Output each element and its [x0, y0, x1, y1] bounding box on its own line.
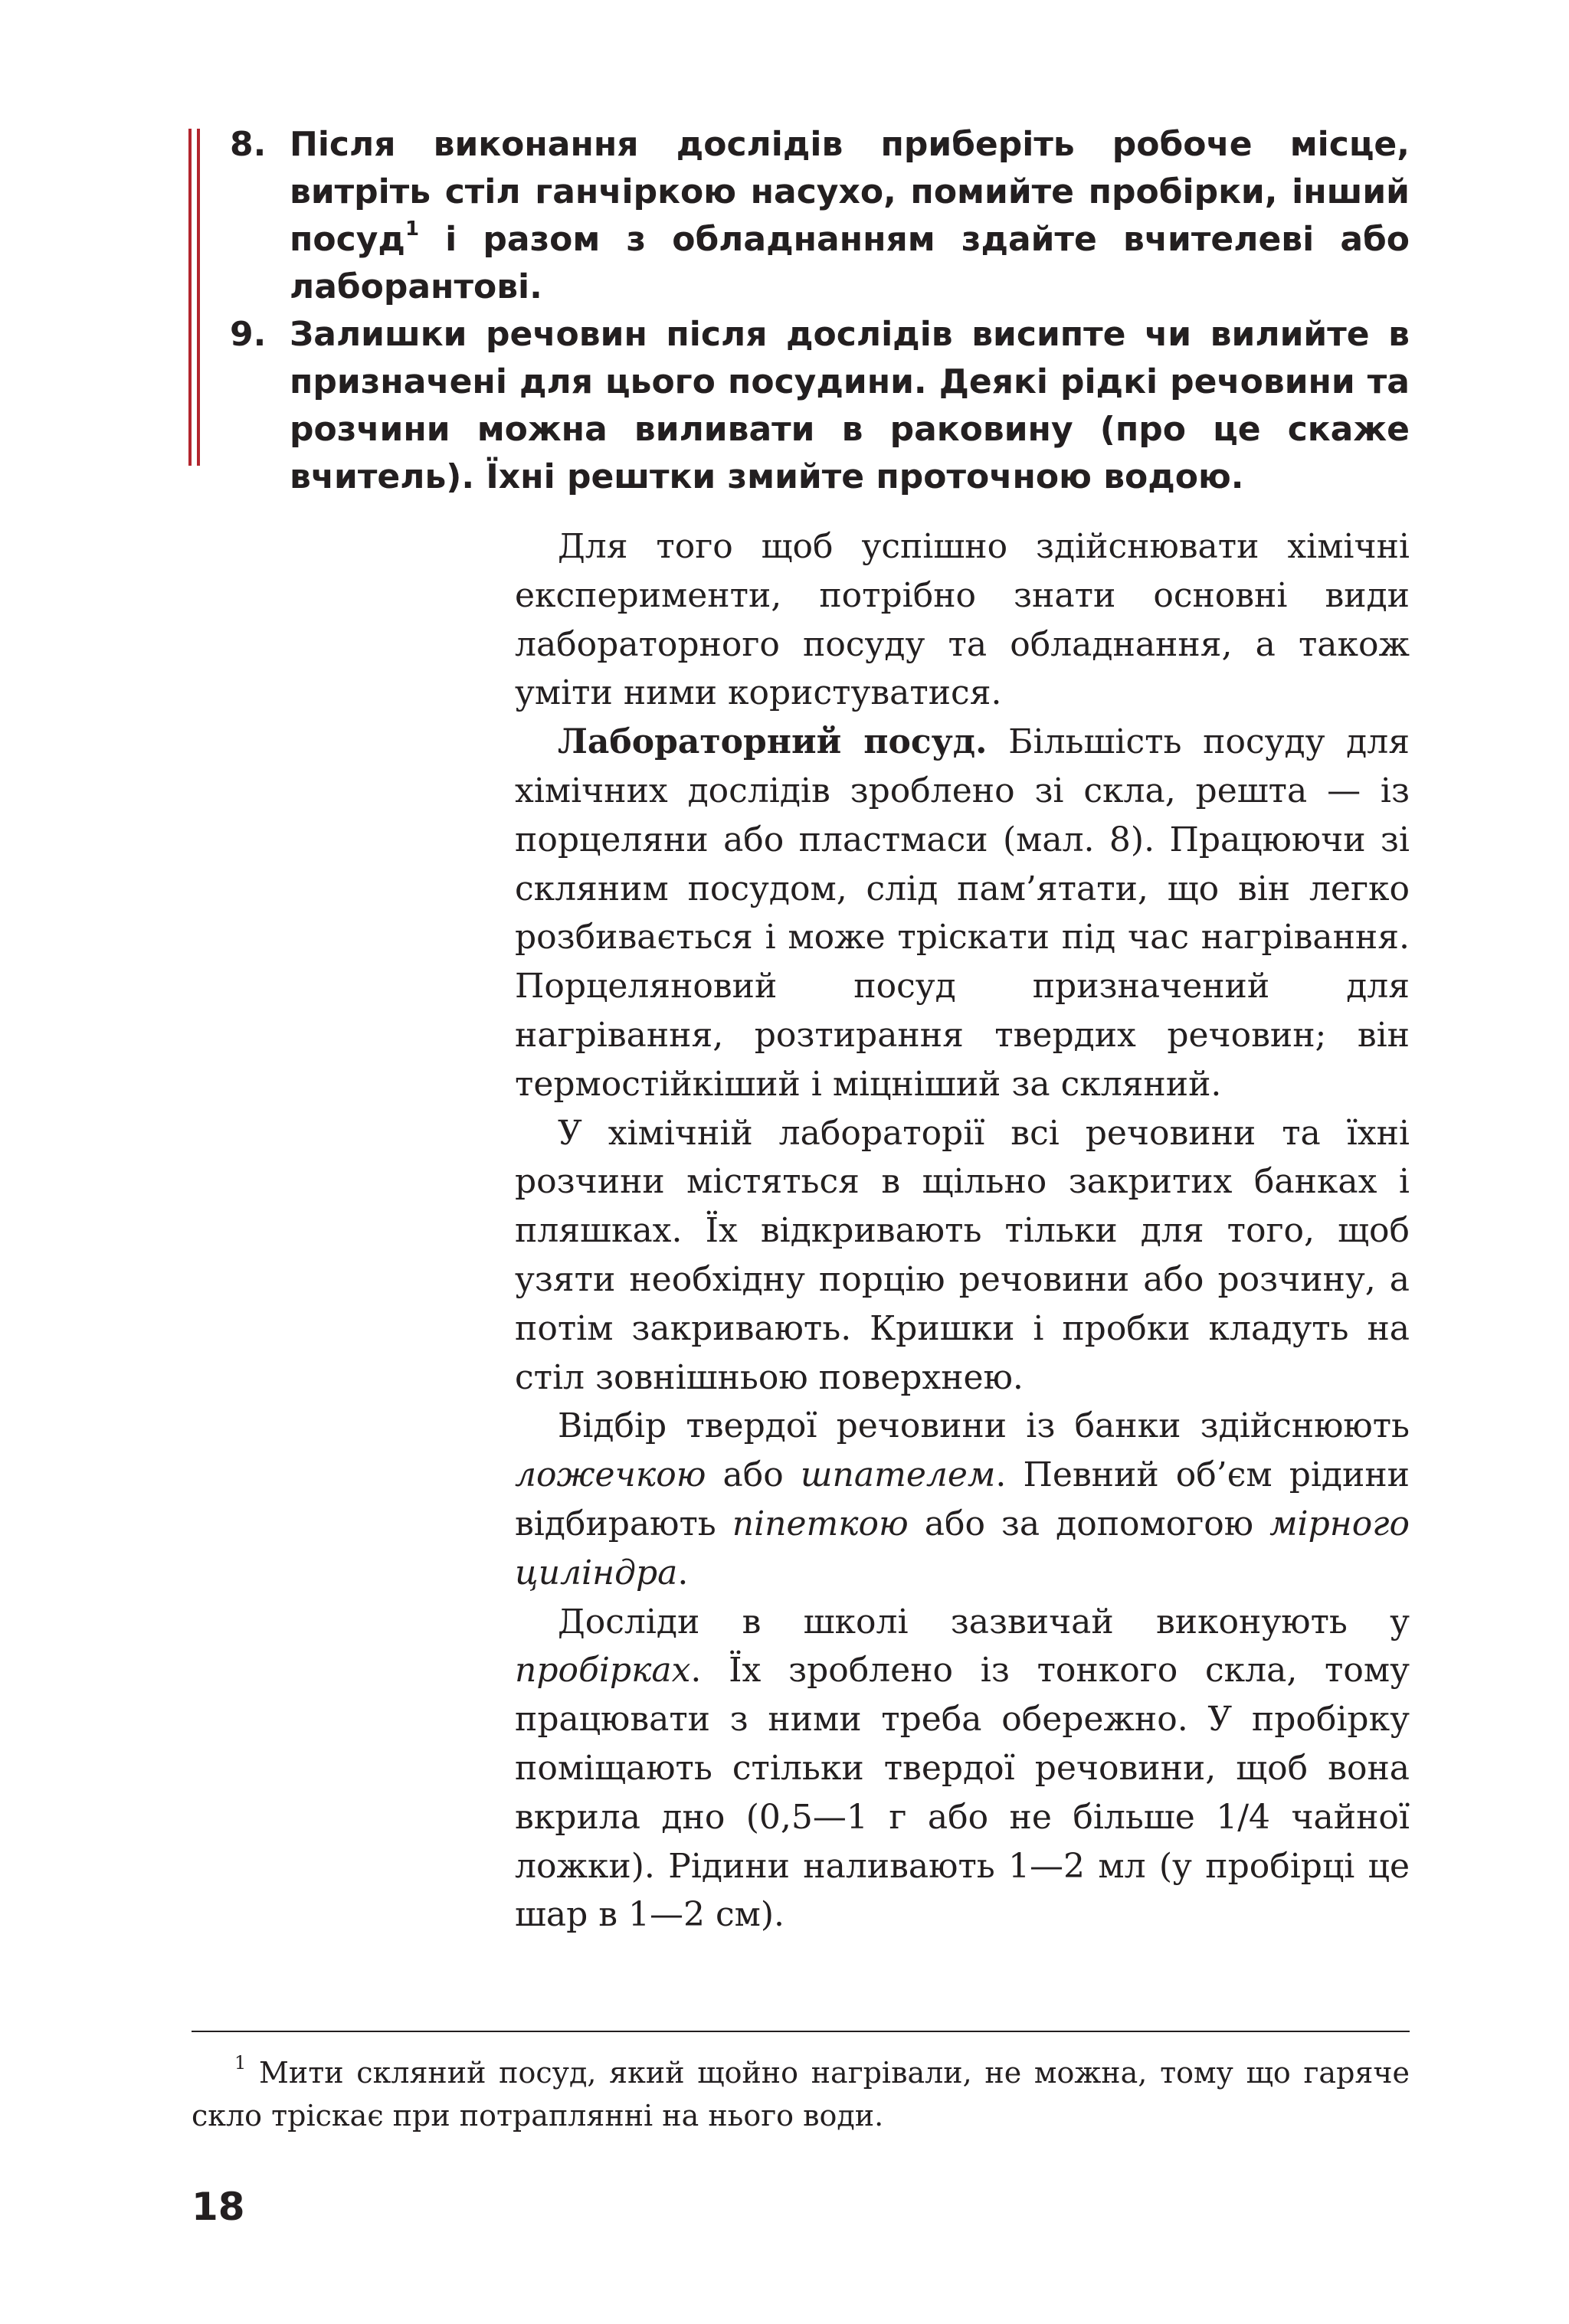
footnote [192, 2051, 1410, 2137]
margin-bar-line [197, 129, 200, 466]
footnote-reference: 1 [405, 218, 420, 241]
term-spatula: шпателем [800, 1455, 996, 1495]
page-number: 18 [192, 2185, 245, 2229]
term-test-tubes: пробірках [515, 1651, 691, 1691]
rule-number: 9. [230, 315, 267, 354]
paragraph-lab-glassware: Лабораторний посуд. Більшість посуду для хімічних дослідів зроблено зі скла, решта — із порцеляни або пластмаси (мал. 8). Працюючи зі скляним посудом, слід пам’ятати, що він легко розбивається і може тріскати під час нагрівання. Порцеляновий посуд призначений для нагрівання, розтирання твердих речовин; він термостійкіший і міцніший за скляний. [515, 722, 1410, 1104]
main-text-column [515, 522, 1410, 1939]
term-measuring-cylinder: мірного циліндра [515, 1504, 1410, 1592]
paragraph-intro: Для того щоб успішно здійснювати хімічні експерименти, потрібно знати основні види лабораторного посуду та обладнання, а також уміти ними користуватися. [515, 527, 1410, 713]
term-pipette: піпеткою [732, 1504, 909, 1543]
rule-text: Після виконання дослідів приберіть робоче місце, витріть стіл ганчіркою насухо, помийте пробірки, інший посуд [290, 125, 1410, 259]
rule-item-8 [230, 121, 1410, 311]
safety-rules-list [230, 121, 1410, 501]
footnote-marker: 1 [234, 2052, 247, 2074]
margin-bar-line [188, 129, 192, 466]
paragraph-sampling: Відбір твердої речовини із банки здійснюють ложечкою або шпателем. Певний об’єм рідини відбирають піпеткою або за допомогою мірного циліндра. [515, 1406, 1410, 1592]
rule-text: Залишки речовин після дослідів висипте чи вилийте в призначені для цього посудини. Деякі рідкі речовини та розчини можна виливати в раковину (про це скаже вчитель). Їхні рештки змийте проточною водою. [290, 315, 1410, 496]
paragraph-test-tubes: Досліди в школі зазвичай виконують у пробірках. Їх зроблено із тонкого скла, тому працювати з ними треба обережно. У пробірку поміщають стільки твердої речовини, щоб вона вкрила дно (0,5—1 г або не більше 1/4 чайної ложки). Рідини наливають 1—2 мл (у пробірці це шар в 1—2 см). [515, 1602, 1410, 1935]
rule-item-9 [230, 311, 1410, 501]
safety-rules-margin-bar [188, 129, 201, 466]
rule-number: 8. [230, 125, 267, 164]
rule-text-continued: і разом з обладнанням здайте вчителеві або лаборантові. [290, 220, 1410, 306]
footnote-text: Мити скляний посуд, який щойно нагрівали, не можна, тому що гаряче скло тріскає при потраплянні на нього води. [192, 2056, 1410, 2133]
term-spoon: ложечкою [515, 1455, 706, 1495]
paragraph-storage: У хімічній лабораторії всі речовини та їхні розчини містяться в щільно закритих банках і пляшках. Їх відкривають тільки для того, щоб узяти необхідну порцію речовини або розчину, а потім закривають. Кришки і пробки кладуть на стіл зовнішньою поверхнею. [515, 1113, 1410, 1397]
term-heading: Лабораторний посуд. [558, 722, 988, 762]
footnote-divider [192, 2031, 1410, 2032]
